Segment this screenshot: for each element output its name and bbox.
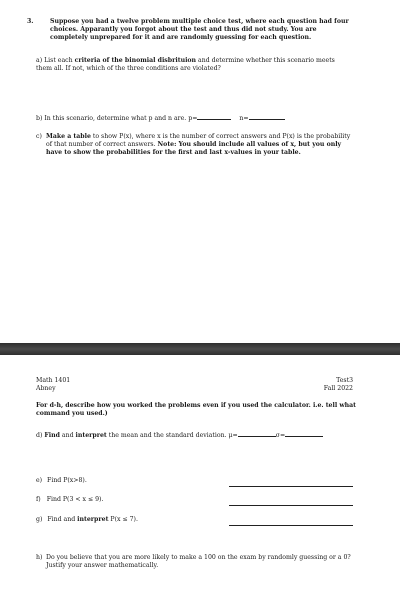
- instructions-d-h: For d-h, describe how you worked the problems even if you used the calculator. i.e. tell what command you used.): [36, 402, 357, 418]
- part-b-label: b): [36, 115, 43, 122]
- part-a-post: and determine whether this scenario meets them all. If not, which of the three conditions are violated?: [36, 57, 335, 73]
- part-g-post: P(x ≤ 7).: [108, 516, 138, 523]
- part-h: [36, 554, 358, 570]
- course-name: Math 1401: [36, 377, 71, 384]
- test-page-2: [0, 355, 400, 591]
- question-3-text: Suppose you had a twelve problem multiple choice test, where each question had four choices. Apparantly you forgot about the test and thus did not study. You are completely unprepared for it and are randomly guessing for each question.: [50, 18, 349, 42]
- part-c-label: c): [36, 133, 42, 140]
- part-a-bold: criteria of the binomial disbrituion: [74, 57, 197, 64]
- n-answer-blank[interactable]: [249, 113, 285, 120]
- part-b: [36, 113, 356, 123]
- part-e-label: e): [36, 477, 43, 484]
- part-d-bold-1: Find: [44, 432, 60, 439]
- part-g-label: g): [36, 516, 43, 523]
- p-answer-blank[interactable]: [197, 113, 231, 120]
- part-h-text: Do you believe that you are more likely to make a 100 on the exam by randomly guessing or a 0? Justify your answer mathematically.: [46, 554, 351, 570]
- part-a-label: a): [36, 57, 43, 64]
- part-d-and: and: [59, 432, 76, 439]
- part-c-bold-1: Make a table: [46, 133, 91, 140]
- part-c-body: [36, 133, 358, 158]
- instructor-name: Abney: [36, 385, 56, 392]
- part-h-label: h): [36, 554, 43, 561]
- part-e: [36, 477, 87, 485]
- n-label: n=: [239, 115, 249, 122]
- question-3: [27, 18, 356, 43]
- part-g-answer-line[interactable]: [229, 525, 353, 526]
- part-d-label: d): [36, 432, 43, 439]
- sigma-label: σ=: [275, 432, 286, 439]
- course-header: [36, 377, 70, 393]
- part-b-text: In this scenario, determine what p and n are.: [44, 115, 187, 122]
- part-g-pre: Find and: [47, 516, 78, 523]
- test-header: [270, 377, 353, 393]
- part-a-pre: List each: [44, 57, 75, 64]
- part-d: [36, 430, 366, 440]
- page-divider: [0, 343, 400, 355]
- term-name: Fall 2022: [323, 385, 353, 392]
- mu-label: μ=: [228, 432, 238, 439]
- part-e-text: Find P(x>8).: [47, 477, 87, 484]
- part-d-bold-2: interpret: [75, 432, 107, 439]
- part-f-answer-line[interactable]: [229, 505, 353, 506]
- mean-answer-blank[interactable]: [238, 430, 276, 437]
- test-name: Test3: [336, 377, 353, 384]
- part-f-text: Find P(3 < x ≤ 9).: [46, 496, 104, 503]
- part-d-text: the mean and the standard deviation.: [106, 432, 227, 439]
- part-c-note: Note: You should include all values of x, but you only have to show the probabilities for the first and last x-values in your table.: [46, 141, 342, 157]
- part-g-bold: interpret: [77, 516, 109, 523]
- part-f: [36, 496, 103, 504]
- part-e-answer-line[interactable]: [229, 486, 353, 487]
- part-c: [36, 133, 358, 158]
- p-label: p=: [188, 115, 198, 122]
- part-g: [36, 516, 138, 524]
- part-c-text-1: to show P(x), where x is the number of correct answers and P(x) is the probability of that number of correct answers.: [46, 133, 351, 149]
- question-number: 3.: [27, 18, 34, 25]
- sd-answer-blank[interactable]: [285, 430, 323, 437]
- part-a: [36, 57, 346, 73]
- part-f-label: f): [36, 496, 41, 503]
